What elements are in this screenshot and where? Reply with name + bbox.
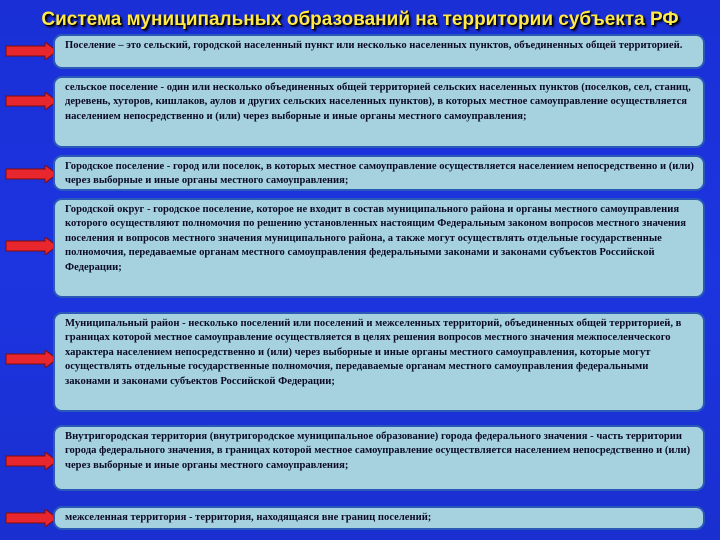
- definition-box-municipalny-rayon: [53, 312, 705, 412]
- definition-box-gorodskoe-poselenie: [53, 155, 705, 191]
- definition-text: Городской округ - городское поселение, которое не входит в состав муниципального района и органы местного самоуправления которого осуществляют полномочия по решению установленных настоящим Федеральным законом вопросов местного значения поселения и вопросов местного значения муниципального района, а также могут осуществлять отдельные государственные полномочия, передаваемые органам местного самоуправления федеральными законами и законами субъектов Российской Федерации;: [65, 204, 686, 273]
- red-arrow-icon: [5, 237, 57, 255]
- definition-text: межселенная территория - территория, находящаяся вне границ поселений;: [65, 512, 432, 523]
- red-arrow-icon: [5, 42, 57, 60]
- definition-box-selskoe-poselenie: [53, 76, 705, 148]
- definition-box-gorodskoy-okrug: [53, 198, 705, 298]
- definition-text: Городское поселение - город или поселок, в которых местное самоуправление осуществляется населением непосредственно и (или) через выборные и иные органы местного самоуправления;: [65, 161, 694, 187]
- definition-text: сельское поселение - один или несколько объединенных общей территорией сельских населенных пунктов (поселков, сел, станиц, деревень, хуторов, кишлаков, аулов и других сельских населенных пунктов), в которых местное самоуправление осуществляется населением непосредственно и (или) через выборные и иные органы местного самоуправления;: [65, 82, 691, 122]
- red-arrow-icon: [5, 92, 57, 110]
- page-title: Система муниципальных образований на территории субъекта РФ: [41, 9, 679, 30]
- definition-text: Внутригородская территория (внутригородское муниципальное образование) города федерального значения - часть территории города федерального значения, в границах которой местное самоуправление осуществляется населением непосредственно и (или) через выборные и иные органы местного самоуправления;: [65, 431, 691, 471]
- definition-text: Поселение – это сельский, городской населенный пункт или несколько населенных пунктов, объединенных общей территорией.: [65, 40, 683, 51]
- red-arrow-icon: [5, 509, 57, 527]
- definition-box-vnutrigorodskaya-territoriya: [53, 425, 705, 491]
- definition-text: Муниципальный район - несколько поселений или поселений и межселенных территорий, объединенных общей территорией, в границах которой местное самоуправление осуществляется в целях решения вопросов местного значения межпоселенческого характера населением непосредственно и (или) через выборные и иные органы местного самоуправления, которые могут осуществлять отдельные государственные полномочия, передаваемые органам местного самоуправления федеральными законами и законами субъектов Российской Федерации;: [65, 318, 682, 387]
- red-arrow-icon: [5, 165, 57, 183]
- red-arrow-icon: [5, 350, 57, 368]
- red-arrow-icon: [5, 452, 57, 470]
- definition-box-mezhselennaya-territoriya: [53, 506, 705, 530]
- definition-box-poselenie: [53, 34, 705, 69]
